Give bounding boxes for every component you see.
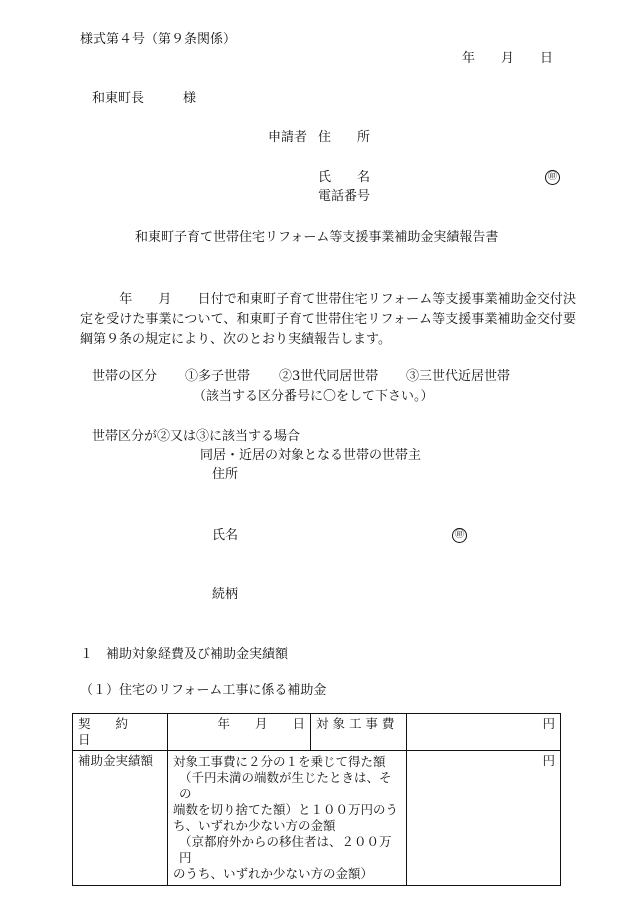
subsidy-amount-yen: 円 [407,751,561,886]
cohabitation-relation-label: 続柄 [212,587,239,602]
cohabitation-address-label: 住所 [212,467,239,482]
construction-cost-label: 対 象 工 事 費 [311,714,407,751]
subsection-1-heading: （１）住宅のリフォーム工事に係る補助金 [80,683,327,698]
household-option-1: ①多子世帯 [185,369,251,384]
subsidy-table [72,713,561,886]
construction-cost-yen: 円 [407,714,561,751]
applicant-address-label: 住 所 [318,130,371,145]
table-row [73,714,561,751]
cohabitation-subject: 同居・近居の対象となる世帯の世帯主 [200,448,422,463]
subsidy-desc-line: （千円未満の端数が生じたときは、その [179,770,392,801]
cohabitation-name-label: 氏名 [212,528,239,543]
subsidy-desc-line: 端数を切り捨てた額）と１００万円のう [173,802,399,817]
applicant-phone-label: 電話番号 [318,189,371,204]
household-option-3: ③三世代近居世帯 [406,369,511,384]
subsidy-desc-line: （京都府外からの移住者は、２００万円 [179,834,392,865]
applicant-label: 申請者 [268,130,308,145]
body-paragraph: 年 月 日付で和東町子育て世帯住宅リフォーム等支援事業補助金交付決定を受けた事業について、和東町子育て世帯住宅リフォーム等支援事業補助金交付要綱第９条の規定により、次のとおり実績報告します。 [80,292,576,347]
household-label: 世帯の区分 [92,369,158,384]
applicant-name-label: 氏 名 [318,170,371,185]
contract-date-label: 契 約 日 [73,714,168,751]
cohabitation-seal-icon: ㊞ [452,528,467,543]
household-option-2: ②3世代同居世帯 [279,369,379,384]
section-1-heading: １ 補助対象経費及び補助金実績額 [80,647,289,662]
subsidy-amount-label: 補助金実績額 [73,751,168,886]
household-note: （該当する区分番号に〇をして下さい。） [193,389,434,404]
contract-date-value: 年 月 日 [168,714,311,751]
subsidy-desc-line: 対象工事費に２分の１を乗じて得た額 [173,754,386,769]
date-line: 年 月 日 [462,51,554,66]
document-title: 和東町子育て世帯住宅リフォーム等支援事業補助金実績報告書 [135,230,499,245]
addressee: 和東町長 様 [92,91,197,106]
subsidy-description [168,751,407,886]
form-number: 様式第４号（第９条関係） [80,32,237,47]
cohabitation-condition: 世帯区分が②又は③に該当する場合 [92,429,301,444]
subsidy-desc-line: のうち、いずれか少ない方の金額） [173,866,374,881]
table-row [73,751,561,886]
applicant-seal-icon: ㊞ [545,170,560,185]
subsidy-desc-line: ち、いずれか少ない方の金額 [173,818,336,833]
